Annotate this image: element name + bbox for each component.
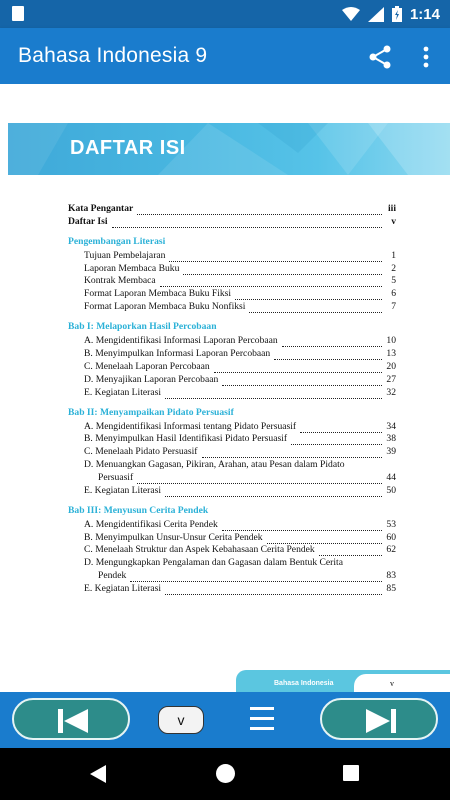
toc-row-continuation[interactable]: Persuasif 44	[98, 471, 396, 483]
toc-row[interactable]: Kontrak Membaca 5	[84, 275, 396, 287]
banner	[8, 123, 450, 175]
toc-row-continuation[interactable]: Pendek 83	[98, 569, 396, 581]
footer-page-number: v	[390, 679, 394, 688]
page-footer	[236, 670, 450, 692]
toc-row[interactable]: Tujuan Pembelajaran 1	[84, 249, 396, 261]
back-icon[interactable]	[88, 764, 108, 784]
document-page[interactable]	[0, 84, 450, 692]
skip-previous-icon	[58, 709, 88, 733]
footer-page-tab	[354, 674, 450, 692]
toc-row[interactable]: Format Laporan Membaca Buku Nonfiksi 7	[84, 301, 396, 313]
status-icons	[342, 0, 440, 28]
toc-row[interactable]: D. Menyajikan Laporan Percobaan 27	[84, 373, 396, 385]
footer-book-label: Bahasa Indonesia	[274, 680, 334, 687]
toc-row[interactable]: Laporan Membaca Buku 2	[84, 262, 396, 274]
status-time: 1:14	[409, 5, 440, 23]
menu-icon[interactable]	[250, 707, 274, 731]
section-heading: Bab I: Melaporkan Hasil Percobaan	[68, 321, 217, 333]
cell-signal-icon	[368, 7, 384, 22]
toc-row[interactable]: E. Kegiatan Literasi 85	[84, 582, 396, 594]
status-bar	[0, 0, 450, 28]
section-heading: Bab II: Menyampaikan Pidato Persuasif	[68, 406, 234, 418]
section-heading: Bab III: Menyusun Cerita Pendek	[68, 504, 209, 516]
toc-row[interactable]: Format Laporan Membaca Buku Fiksi 6	[84, 288, 396, 300]
home-icon[interactable]	[216, 764, 235, 783]
toc-row[interactable]: A. Mengidentifikasi Informasi tentang Pidato Persuasif 34	[84, 420, 396, 432]
toc-row[interactable]: Kata Pengantar iii	[68, 202, 396, 214]
prev-page-button[interactable]	[12, 698, 130, 740]
page-number-select[interactable]: v	[158, 706, 204, 734]
section-heading: Pengembangan Literasi	[68, 235, 166, 247]
recent-apps-icon[interactable]	[343, 765, 359, 781]
toc-row[interactable]: D. Menuangkan Gagasan, Pikiran, Arahan, atau Pesan dalam Pidato	[84, 459, 345, 471]
bottom-nav-bar	[0, 692, 450, 748]
more-vert-icon[interactable]	[418, 43, 434, 71]
toc-row[interactable]: D. Mengungkapkan Pengalaman dan Gagasan dalam Bentuk Cerita	[84, 557, 343, 569]
toc-row[interactable]: E. Kegiatan Literasi 50	[84, 484, 396, 496]
toc-row[interactable]: A. Mengidentifikasi Informasi Laporan Percobaan 10	[84, 335, 396, 347]
toc-row[interactable]: C. Menelaah Struktur dan Aspek Kebahasaan Cerita Pendek 62	[84, 544, 396, 556]
toc-row[interactable]: B. Menyimpulkan Unsur-Unsur Cerita Pendek 60	[84, 531, 396, 543]
table-of-contents	[68, 202, 396, 595]
system-nav-bar	[0, 748, 450, 800]
toc-title: DAFTAR ISI	[70, 137, 186, 159]
toc-row[interactable]: Daftar Isi v	[68, 215, 396, 227]
sd-card-icon	[12, 6, 24, 21]
toc-row[interactable]: B. Menyimpulkan Hasil Identifikasi Pidato Persuasif 38	[84, 433, 396, 445]
toc-row[interactable]: A. Mengidentifikasi Cerita Pendek 53	[84, 518, 396, 530]
battery-charging-icon	[392, 6, 402, 22]
toc-row[interactable]: C. Menelaah Laporan Percobaan 20	[84, 360, 396, 372]
app-title: Bahasa Indonesia 9	[18, 44, 208, 67]
toc-row[interactable]: E. Kegiatan Literasi 32	[84, 386, 396, 398]
toc-row[interactable]: B. Menyimpulkan Informasi Laporan Percobaan 13	[84, 348, 396, 360]
wifi-icon	[342, 7, 360, 21]
next-page-button[interactable]	[320, 698, 438, 740]
share-icon[interactable]	[366, 43, 394, 71]
skip-next-icon	[366, 709, 396, 733]
toc-row[interactable]: C. Menelaah Pidato Persuasif 39	[84, 446, 396, 458]
app-bar	[0, 28, 450, 84]
